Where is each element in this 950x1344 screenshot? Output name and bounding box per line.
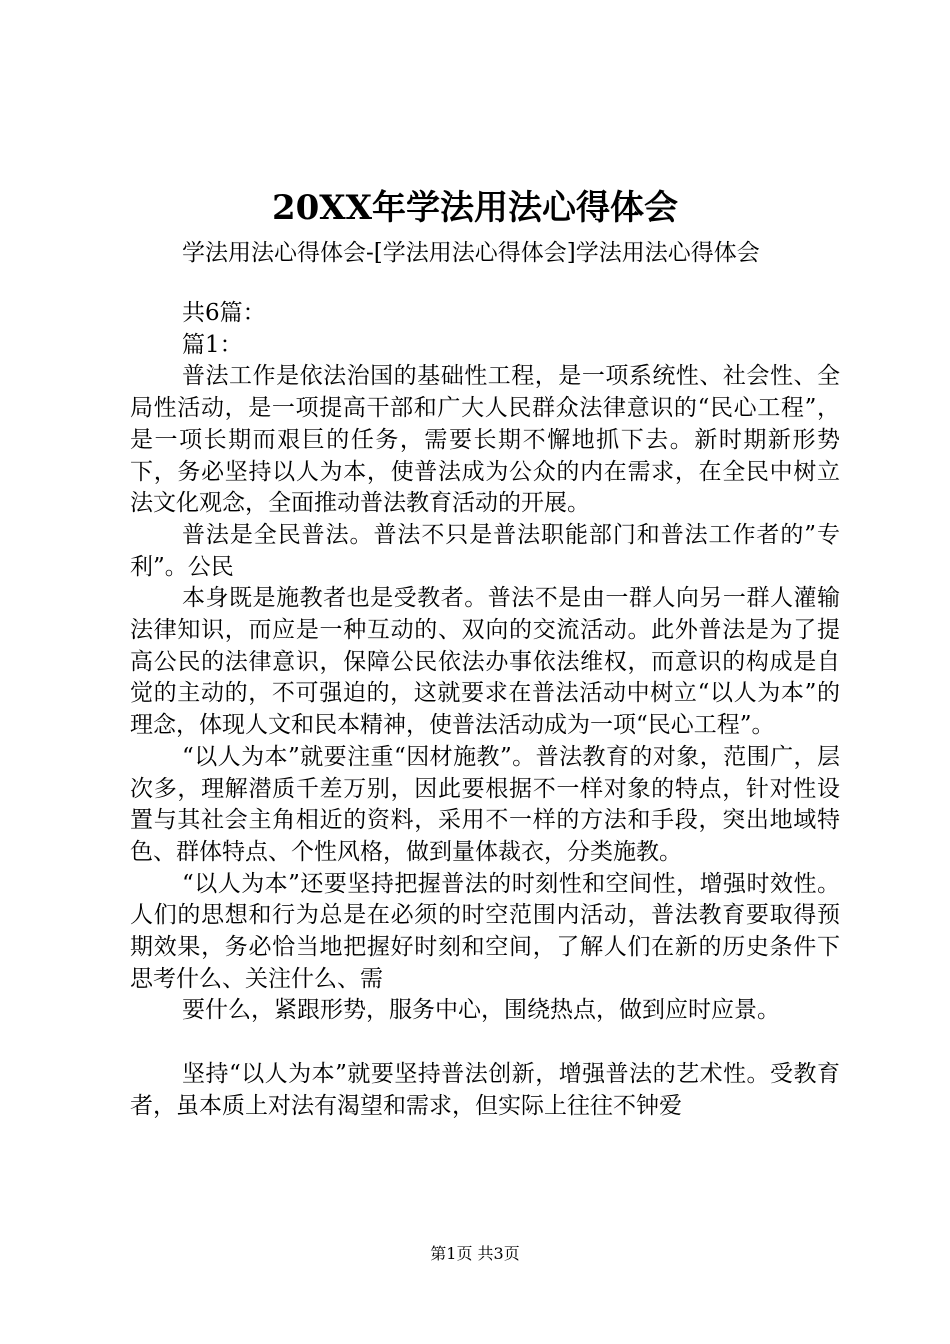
document-body: [130, 298, 840, 1123]
document-subtitle: 学法用法心得体会-[学法用法心得体会]学法用法心得体会: [182, 240, 760, 266]
paragraph-count: 共6篇：: [182, 300, 266, 326]
paragraph: “以人为本”还要坚持把握普法的时刻性和空间性，增强时效性。人们的思想和行为总是在必须的时空范围内活动，普法教育要取得预期效果，务必恰当地把握好时刻和空间，了解人们在新的历史条件下思考什么、关注什么、需: [130, 870, 840, 992]
paragraph: “以人为本”就要注重“因材施教”。普法教育的对象，范围广，层次多，理解潜质千差万别，因此要根据不一样对象的特点，针对性设置与其社会主角相近的资料，采用不一样的方法和手段，突出地域特色、群体特点、个性风格，做到量体裁衣，分类施教。: [130, 743, 840, 865]
paragraph: 坚持“以人为本”就要坚持普法创新，增强普法的艺术性。受教育者，虽本质上对法有渴望和需求，但实际上往往不钟爱: [130, 1061, 840, 1119]
paragraph: 普法工作是依法治国的基础性工程，是一项系统性、社会性、全局性活动，是一项提高干部和广大人民群众法律意识的“民心工程”，是一项长期而艰巨的任务，需要长期不懈地抓下去。新时期新形势下，务必坚持以人为本，使普法成为公众的内在需求，在全民中树立法文化观念，全面推动普法教育活动的开展。: [130, 363, 840, 517]
paragraph: 本身既是施教者也是受教者。普法不是由一群人向另一群人灌输法律知识，而应是一种互动的、双向的交流活动。此外普法是为了提高公民的法律意识，保障公民依法办事依法维权，而意识的构成是自觉的主动的，不可强迫的，这就要求在普法活动中树立“以人为本”的理念，体现人文和民本精神，使普法活动成为一项“民心工程”。: [130, 585, 840, 739]
paragraph: 要什么，紧跟形势，服务中心，围绕热点，做到应时应景。: [182, 997, 780, 1024]
document-title: 20XX年学法用法心得体会: [271, 188, 679, 228]
paragraph: 普法是全民普法。普法不只是普法职能部门和普法工作者的”专利”。公民: [130, 521, 840, 580]
page-footer: 第1页 共3页: [430, 1244, 520, 1263]
paragraph-section-heading: 篇1：: [182, 331, 243, 358]
